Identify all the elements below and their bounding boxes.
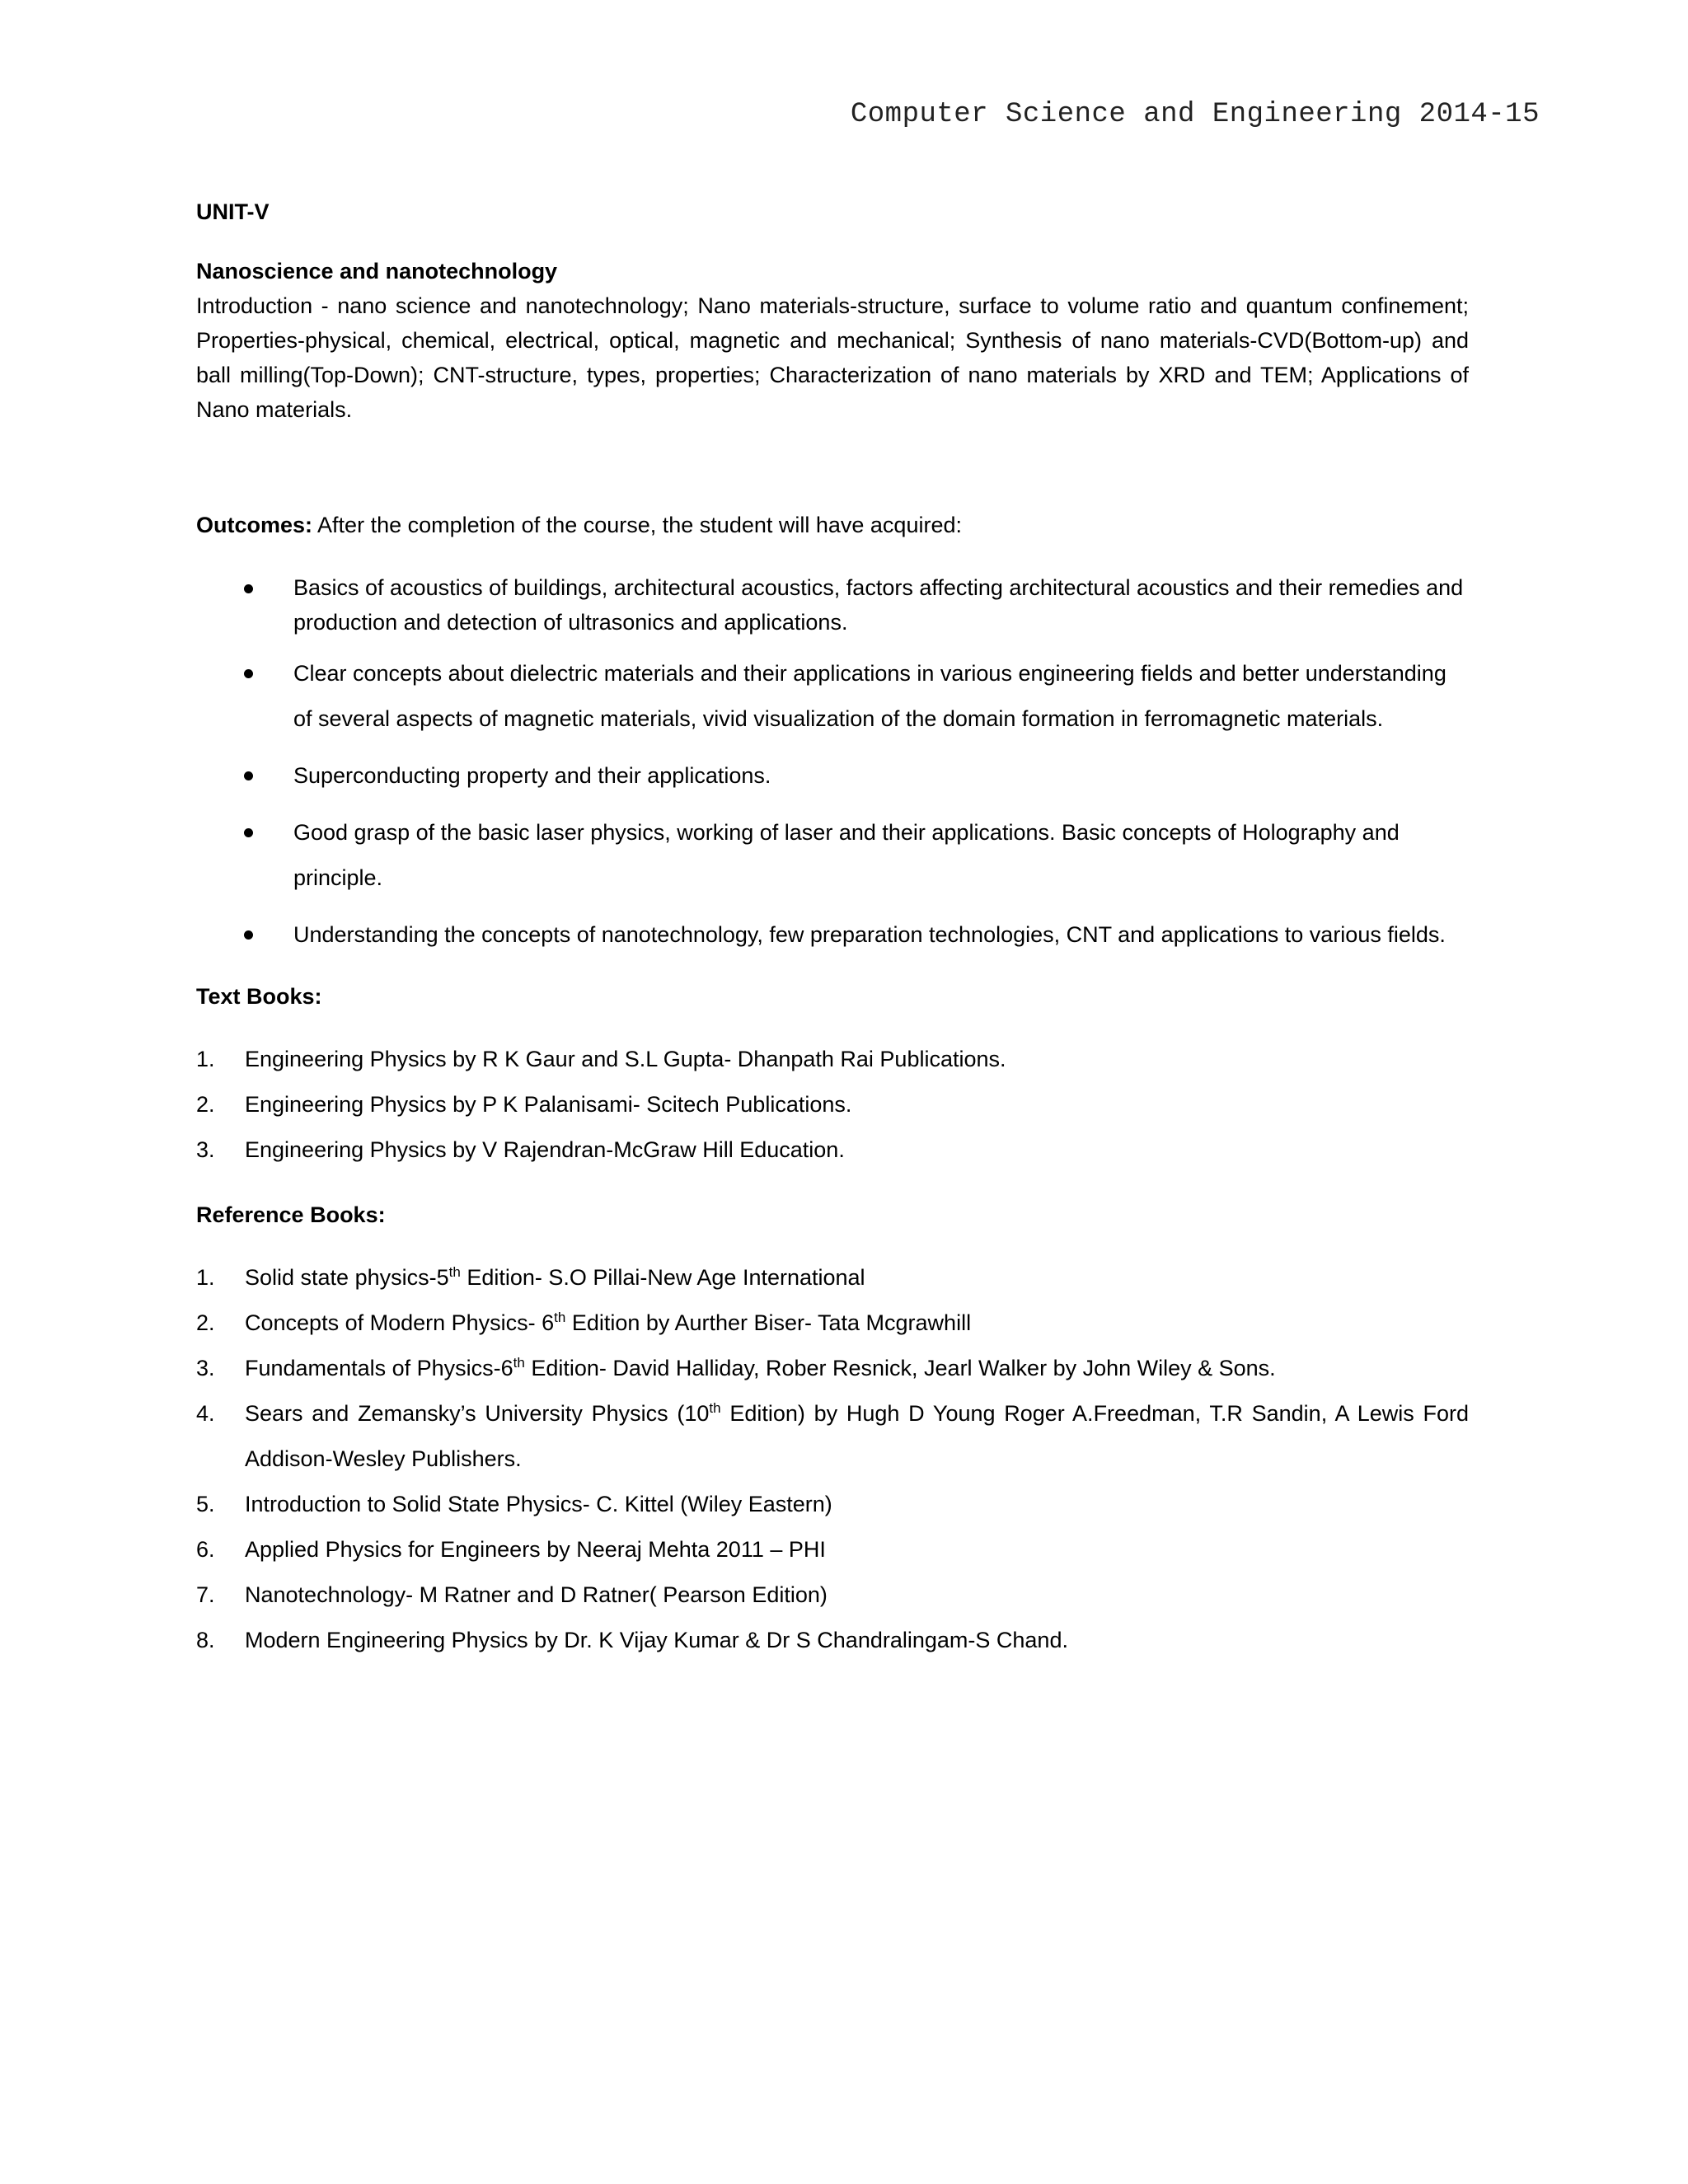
book-text: Solid state physics-5 [245, 1265, 449, 1290]
outcome-text: Good grasp of the basic laser physics, working of laser and their applications. Basic concepts of Holography and principle. [293, 820, 1400, 890]
list-item [196, 1618, 1469, 1663]
outcomes-paragraph [196, 508, 1469, 542]
list-number: 2. [196, 1310, 215, 1335]
bullet-icon [244, 584, 253, 593]
list-item [196, 1572, 1469, 1618]
list-number: 6. [196, 1537, 215, 1562]
list-number: 2. [196, 1092, 215, 1117]
book-text: Concepts of Modern Physics- 6 [245, 1310, 555, 1335]
list-item [196, 1082, 1469, 1127]
list-item [196, 1127, 1469, 1173]
book-text: Nanotechnology- M Ratner and D Ratner( Pearson Edition) [245, 1582, 828, 1607]
book-text: Fundamentals of Physics-6 [245, 1356, 513, 1380]
running-header: Computer Science and Engineering 2014-15 [850, 99, 1540, 130]
reference-books-title: Reference Books: [196, 1202, 386, 1227]
book-text: Modern Engineering Physics by Dr. K Vijay Kumar & Dr S Chandralingam-S Chand. [245, 1628, 1068, 1652]
book-text: Introduction to Solid State Physics- C. Kittel (Wiley Eastern) [245, 1492, 832, 1516]
list-item [196, 1301, 1469, 1346]
text-books-title: Text Books: [196, 984, 322, 1009]
book-text: Engineering Physics by V Rajendran-McGraw Hill Education. [245, 1137, 845, 1162]
list-number: 4. [196, 1401, 215, 1426]
outcome-text: Understanding the concepts of nanotechnology, few preparation technologies, CNT and applications to various fields. [293, 922, 1446, 947]
bullet-icon [244, 771, 253, 780]
book-text: Applied Physics for Engineers by Neeraj Mehta 2011 – PHI [245, 1537, 826, 1562]
list-item [196, 651, 1469, 742]
list-item [196, 1527, 1469, 1572]
list-number: 7. [196, 1582, 215, 1607]
list-number: 1. [196, 1265, 215, 1290]
list-number: 5. [196, 1492, 215, 1516]
book-text: Edition by Aurther Biser- Tata Mcgrawhill [565, 1310, 972, 1335]
outcome-text: Basics of acoustics of buildings, architectural acoustics, factors affecting architectural acoustics and their remedies and production and detection of ultrasonics and applications. [293, 575, 1464, 635]
text-books-list [196, 1037, 1469, 1173]
bullet-icon [244, 930, 253, 940]
list-item [196, 570, 1469, 640]
superscript: th [448, 1264, 461, 1280]
unit-title: UNIT-V [196, 199, 270, 224]
outcomes-list [196, 570, 1469, 958]
list-item [196, 810, 1469, 901]
book-text: Edition) by Hugh D Young Roger A.Freedman, T.R Sandin, A Lewis Ford Addison-Wesley Publishers. [245, 1401, 1469, 1471]
topic-body: Introduction - nano science and nanotechnology; Nano materials-structure, surface to volume ratio and quantum confinement; Properties-physical, chemical, electrical, optical, magnetic and mechanical; Synthesis of nano materials-CVD(Bottom-up) and ball milling(Top-Down); CNT-structure, types, properties; Characterization of nano materials by XRD and TEM; Applications of Nano materials. [196, 293, 1469, 422]
list-item [196, 1037, 1469, 1082]
list-number: 1. [196, 1047, 215, 1071]
topic-title: Nanoscience and nanotechnology [196, 259, 558, 284]
list-item [196, 1391, 1469, 1482]
book-text: Edition- David Halliday, Rober Resnick, Jearl Walker by John Wiley & Sons. [524, 1356, 1276, 1380]
outcomes-intro: After the completion of the course, the student will have acquired: [317, 513, 962, 537]
book-text: Sears and Zemansky’s University Physics (10 [245, 1401, 710, 1426]
bullet-icon [244, 828, 253, 837]
list-number: 3. [196, 1356, 215, 1380]
superscript: th [709, 1400, 721, 1416]
list-item [196, 912, 1469, 958]
list-item [196, 1346, 1469, 1391]
list-number: 8. [196, 1628, 215, 1652]
list-item [196, 1482, 1469, 1527]
outcome-text: Superconducting property and their applications. [293, 763, 771, 788]
list-item [196, 1255, 1469, 1301]
list-number: 3. [196, 1137, 215, 1162]
book-text: Edition- S.O Pillai-New Age International [460, 1265, 865, 1290]
page-content [196, 194, 1469, 1663]
outcome-text: Clear concepts about dielectric materials and their applications in various engineering fields and better understanding of several aspects of magnetic materials, vivid visualization of the domain formation in ferromagnetic materials. [293, 661, 1447, 731]
superscript: th [554, 1310, 566, 1325]
book-text: Engineering Physics by R K Gaur and S.L Gupta- Dhanpath Rai Publications. [245, 1047, 1006, 1071]
list-item [196, 753, 1469, 799]
book-text: Engineering Physics by P K Palanisami- Scitech Publications. [245, 1092, 852, 1117]
outcomes-label: Outcomes: [196, 513, 313, 537]
superscript: th [513, 1355, 525, 1371]
bullet-icon [244, 669, 253, 678]
reference-books-list [196, 1255, 1469, 1663]
